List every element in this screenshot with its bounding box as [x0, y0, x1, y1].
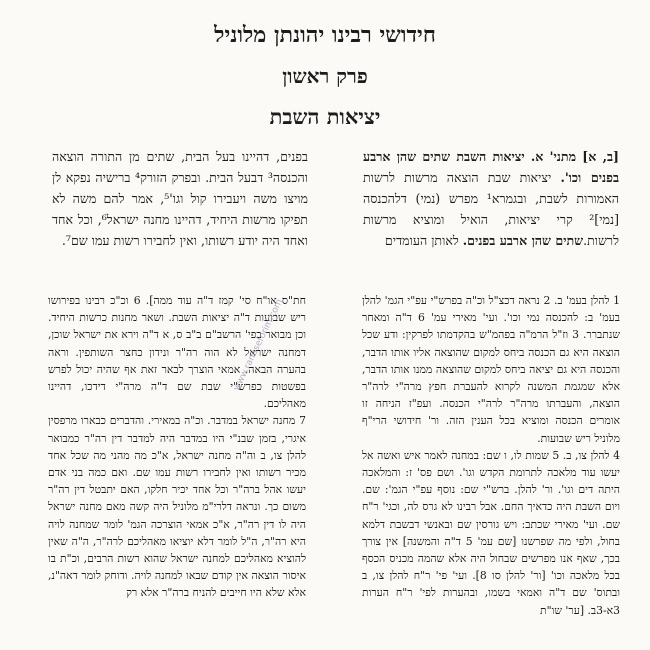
main-text-left-column — [52, 146, 308, 251]
main-text-right-column — [363, 146, 619, 251]
mishna-lead: [ב, א] מתני' א. יציאות השבת שתים שהן ארבע בפנים וכו'. — [363, 149, 620, 185]
main-text-body-2: לאותן העומדים — [384, 233, 463, 248]
section-title: יציאות השבת — [269, 104, 381, 129]
footnotes-right-column — [362, 292, 620, 619]
watermark: www.ranaseforim.com — [232, 297, 286, 393]
footnote-block: 4 להלן צו, ב. 5 שמות לו, ו שם: במחנה לאמר איש ואשה אל יעשו עוד מלאכה לתרומת הקדש וגו'. ושם פס' ז: והמלאכה היתה דים וגו'. ור' להלן. ברש"י שם: נוסף עפ"י הגמ': שם. ויום השבת היה כדאיך החם. אבל רבינו לא גרס לה, וכגי' ר"ח שם. ועי' מאירי שכתב: ויש גורסין שם ובאנשי דבשבת דלמא בחול, ולפי מה שפרשנו [שם עמ' 5 ד"ה והמשנה] אין צורך בכך, שאף אנו מפרשים שבחול היה אלא שהמה מכניס הכסף בכל מלאכה וכו' [ור' להלן סו 8]. ועי' פי' ר"ח להלן צו, ב ובתוס' שם ד"ה ואמאי בשמו, ובהערות לפי' ר"ח הערות 3א-3ב. [ער' שו"ת — [362, 448, 621, 617]
footnote-block: 1 להלן בעמ' ב. 2 נראה דכצ"ל וכ"ה בפרש"י עפ"י הגמ' להלן בעמ' ב: להכנסה נמי וכו'. ועי' מאירי עמ' 6 ד"ה ומאחר שנתברר. 3 וז"ל הרמ"ה בפהמ"ש בהקדמתו לפרקין: ודע שכל הוצאה היא גם הכנסה ביחס למקום שהוצאה אליו אותו הדבר, והכנסה היא גם יציאה ביחס למקום שהוצאה ממנו אותו הדבר, אלא שמגמת המשנה לקרוא להעברת חפץ מרה"י לרה"ר הוצאה, והעברתו מרה"ר לרה"י הכנסה. ועפ"ז הניחה זו אומרים הכנסה ומוציא בכל הענין הזה. ור' חידושי הרי"ף מלוניל ריש שבועות. — [362, 294, 621, 445]
book-title: חידושי רבינו יהונתן מלוניל — [214, 22, 436, 48]
main-text-continuation: בפנים, דהיינו בעל הבית, שתים מן התורה הוצאה והכנסה³ דבעל הבית. ובפרק הזורק⁴ ברישיה נפקא לן מויצו משה ויעבירו קול וגו'⁵, אמר להם משה לא תפיקו מרשות היחיד, דהיינו מחנה ישראל⁶, וכל אחד ואחד היה יודע רשותו, ואין לחבירו רשות עמו שם⁷. — [52, 149, 308, 248]
footnote-block: חת"ס או"ח סי' קמז ד"ה עוד ממה]. 6 וכ"כ רבינו בפירושו ריש שבועות ד"ה יציאות השבת. ושאר מחנות כרשות היחיד. וכן מבואר בפי' הרשב"ם ב"ב ס, א ד"ה וירא את ישראל שוכן, דמחנה ישראל לא הוה רה"ר ונידון כחצר השותפין. וראה בהערה הבאה. אמאי הוצרך לבאר זאת אף שהיה יכול לפרש בפשטות כפרש"י שבת שם ד"ה מרה"י דידכו, דהיינו מאהליכם. — [48, 294, 306, 411]
chapter-title: פרק ראשון — [282, 64, 368, 88]
main-text-paragraph — [363, 146, 619, 251]
footnote-block: 7 מחנה ישראל במדבר. וכ"ה במאירי. והדברים כבארו מרפסין איגרי, בזמן שבנ"י היו במדבר היה למדבר דין רה"ר כמבואר להלן צו, ב וה"ה מחנה ישראל, א"כ מה מהני מה שכל אחד מכיר רשותו ואין לחבירו רשות עמו שם. ואם כמה בני אדם יעשו אהל ברה"ר וכל אחד יכיר חלקו, האם יתבטל דין רה"ר משום כך. ונראה דלרי"מ מלוניל היה קשה מאם מחנה ישראל היה לו דין רה"ר, א"כ אמאי הוצרכה הגמ' לומר שמחנה לויה היא רה"ר, ה"ל לומר דלא יוציאו מאהליכם לרה"ר, ה"ה שאין להוציא מאהליכם למחנה ישראל שהוא רשות הרבים, וכ"ת בו איסור הוצאה אין קודם שבאו למחנה לויה. ודוחק לומר דאה"נ, אלא שלא היו חייבים להניח ברה"ר אלא רק — [48, 414, 306, 600]
dibur-hamatchil: שתים שהן ארבע בפנים. — [462, 233, 584, 248]
main-text-body: יציאות שבת הוצאה מרשות לרשות האמורות לשבת, ובגמרא¹ מפרש (נמי) דלהכנסה [נמי]² קרי יציאות, הואיל ומוציא מרשות לרשות. — [363, 170, 619, 248]
